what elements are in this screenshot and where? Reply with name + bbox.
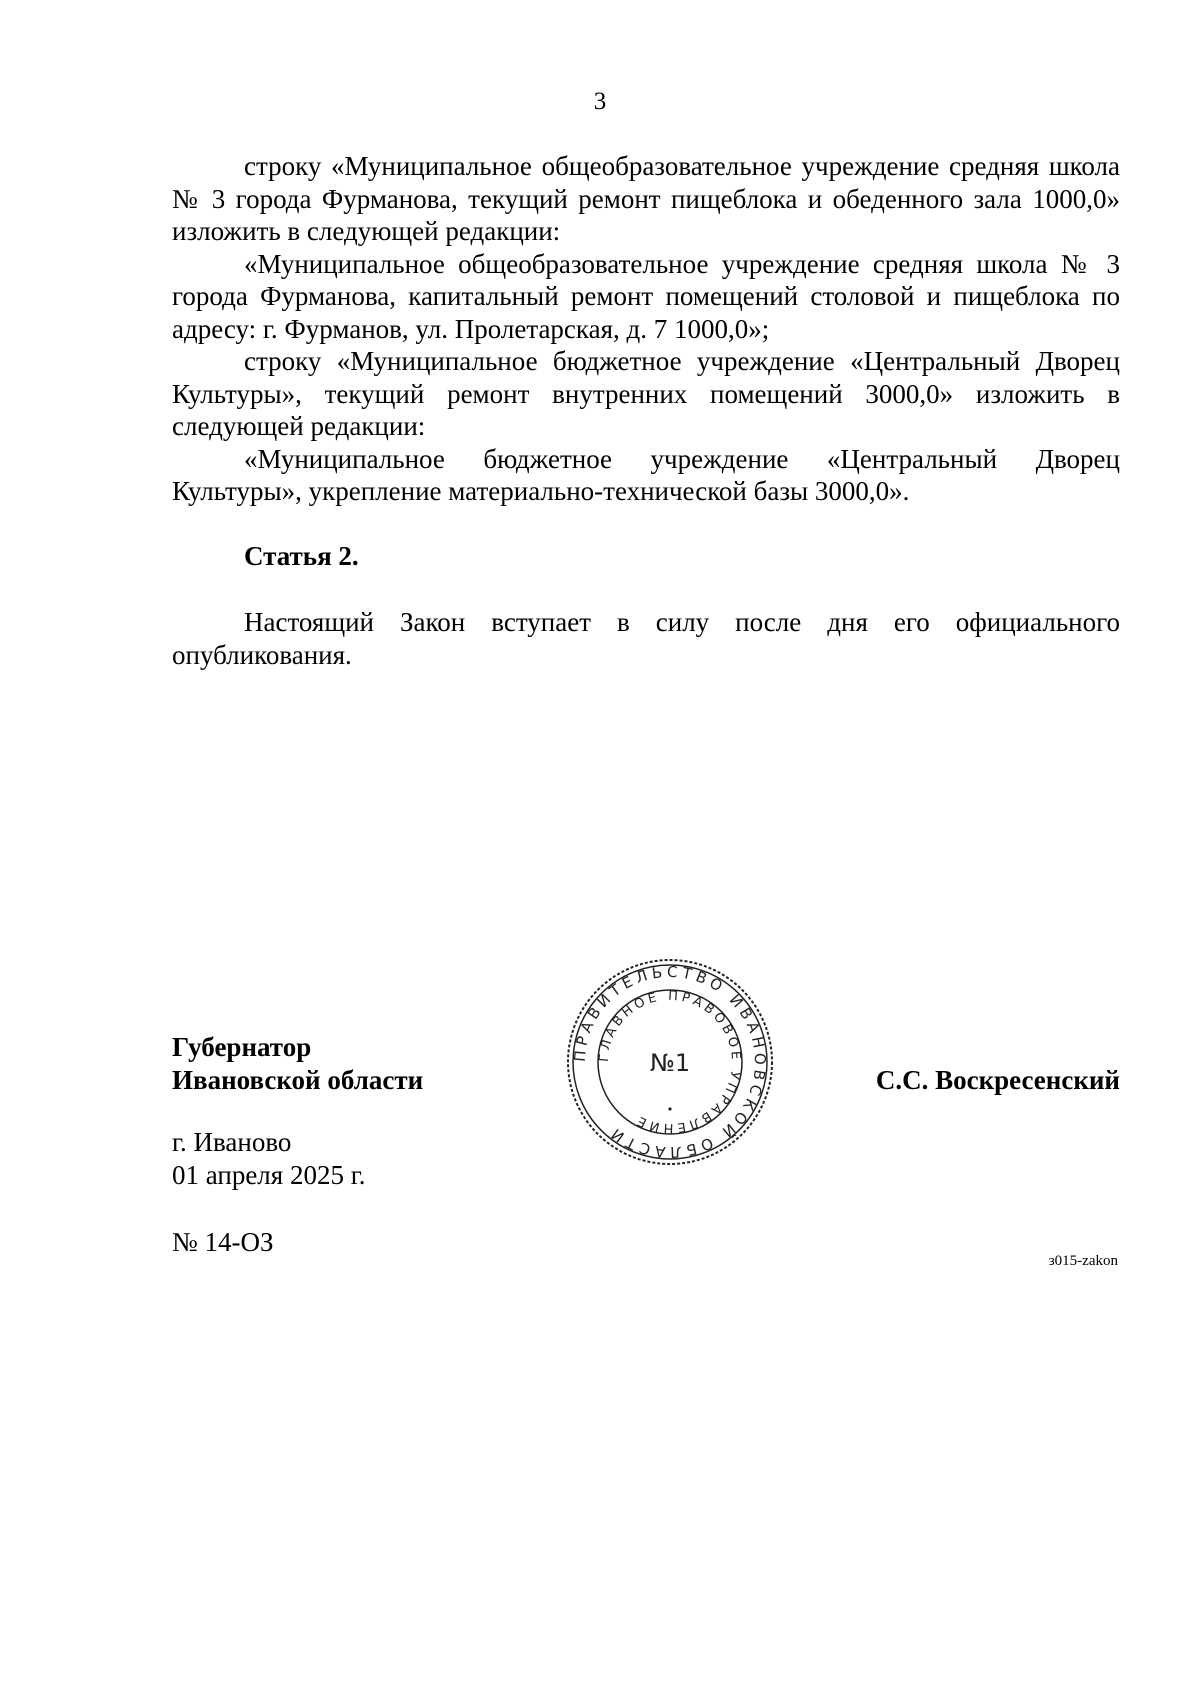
paragraph: строку «Муниципальное бюджетное учреждение «Центральный Дворец Культуры», текущий ремонт внутренних помещений 3000,0» изложить в следующей редакции: (172, 346, 1120, 441)
document-code: з015-zakon (1048, 1253, 1118, 1269)
page-number: 3 (593, 88, 607, 115)
body-text (172, 150, 1120, 508)
stamp-inner-text: ГЛАВНОЕ ПРАВОВОЕ УПРАВЛЕНИЕ (596, 988, 744, 1136)
stamp-center-dot (668, 1107, 671, 1110)
signer-title-line: Губернатор (172, 1032, 312, 1062)
paragraph: строку «Муниципальное общеобразовательное учреждение средняя школа № 3 города Фурманова, текущий ремонт пищеблока и обеденного зала 1000,0» изложить в следующей редакции: (172, 151, 1120, 246)
official-stamp (565, 957, 775, 1167)
article-text: Настоящий Закон вступает в силу после дня его официального опубликования. (172, 607, 1120, 670)
signer-name: С.С. Воскресенский (875, 1065, 1120, 1095)
stamp-outer-text: ПРАВИТЕЛЬСТВО ИВАНОВСКОЙ ОБЛАСТИ (570, 962, 770, 1162)
place: г. Иваново (172, 1127, 292, 1157)
place-date (172, 1126, 365, 1192)
stamp-center-text: №1 (649, 1049, 691, 1077)
law-number: № 14-ОЗ (172, 1227, 274, 1257)
paragraph: «Муниципальное общеобразовательное учреждение средняя школа № 3 города Фурманова, капитальный ремонт помещений столовой и пищеблока по адресу: г. Фурманов, ул. Пролетарская, д. 7 1000,0»; (172, 248, 1120, 344)
signer-title-line: Ивановской области (172, 1065, 424, 1095)
paragraph: «Муниципальное бюджетное учреждение «Центральный Дворец Культуры», укрепление материально-технической базы 3000,0». (172, 443, 1120, 506)
signer-title (172, 1031, 423, 1097)
date: 01 апреля 2025 г. (172, 1160, 366, 1190)
article-heading: Статья 2. (244, 541, 359, 571)
